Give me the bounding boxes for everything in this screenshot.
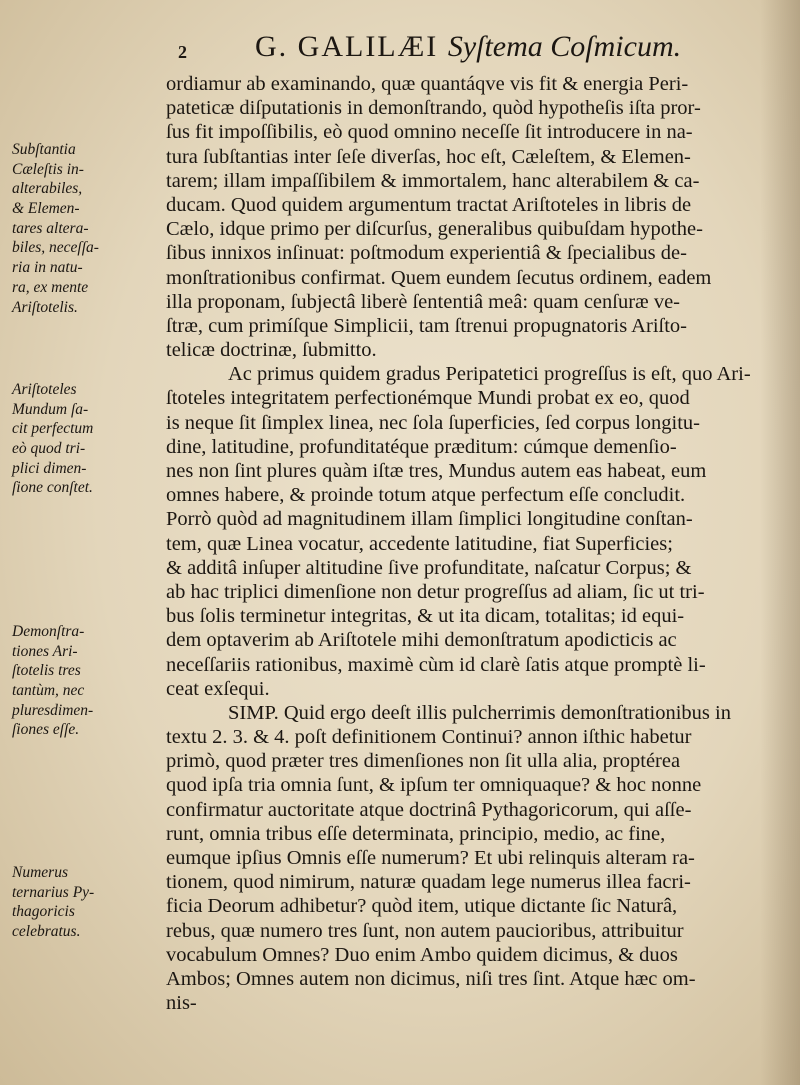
running-title-author: G. GALILÆI <box>255 30 439 63</box>
text-line: omnes habere, & proinde totum atque perfectum eſſe concludit. <box>166 484 686 507</box>
margin-note <box>12 863 162 942</box>
margin-note-line: Ariſtotelis. <box>12 298 78 316</box>
text-line: nes non ſint plures quàm iſtæ tres, Mundus autem eas habeat, eum <box>166 460 707 482</box>
text-line: primò, quod præter tres dimenſiones non ſit ulla alia, proptérea <box>166 750 681 773</box>
text-line: eumque ipſius Omnis eſſe numerum? Et ubi relinquis alteram ra- <box>166 847 695 869</box>
margin-note-line: celebratus. <box>12 923 81 941</box>
text-line: quod ipſa tria omnia ſunt, & ipſum ter omniquaque? & hoc nonne <box>166 774 702 797</box>
margin-note-line: Demonſtra- <box>12 623 85 640</box>
text-line: ſtræ, cum primíſque Simplicii, tam ſtrenui propugnatoris Ariſto- <box>166 314 687 337</box>
text-line: Ambos; Omnes autem non dicimus, niſi tres ſint. Atque hæc om- <box>166 967 696 990</box>
running-title-work: Syſtema Coſmicum. <box>447 30 682 63</box>
text-line: tem, quæ Linea vocatur, accedente latitudine, fiat Superficies; <box>166 532 673 555</box>
text-line: runt, omnia tribus eſſe determinata, principio, medio, ac fine, <box>166 822 666 845</box>
text-line: ab hac triplici dimenſione non detur progreſſus ad aliam, ſic ut tri- <box>166 580 705 603</box>
text-line: vocabulum Omnes? Duo enim Ambo quidem dicimus, & duos <box>166 943 678 966</box>
text-line: is neque ſit ſimplex linea, nec ſola ſuperficies, ſed corpus longitu- <box>166 411 700 434</box>
page-number: 2 <box>178 42 187 62</box>
margin-note-line: cit perfectum <box>12 420 94 438</box>
margin-note-line: ternarius Py- <box>12 883 95 901</box>
margin-note-line: & Elemen- <box>12 200 80 218</box>
margin-note-line: thagoricis <box>12 903 75 921</box>
text-line: ficia Deorum adhibetur? quòd item, utique dictante ſic Naturâ, <box>166 895 678 918</box>
margin-note-line: tantùm, nec <box>12 682 85 700</box>
margin-note-line: ſione conſtet. <box>12 479 93 497</box>
margin-note-line: biles, neceſſa- <box>12 239 99 257</box>
text-line: tarem; illam impaſſibilem & immortalem, hanc alterabilem & ca- <box>166 169 700 192</box>
margin-note-line: tiones Ari- <box>12 642 78 660</box>
running-title <box>255 30 681 64</box>
text-line: bus ſolis terminetur integritas, & ut ita dicam, totalitas; id equi- <box>166 605 685 628</box>
text-line: telicæ doctrinæ, ſubmitto. <box>166 339 377 362</box>
text-line: ceat exſequi. <box>166 677 270 700</box>
text-line: Cælo, idque primo per diſcurſus, generalibus quibuſdam hypothe- <box>166 218 703 241</box>
margin-note-line: ſiones eſſe. <box>12 721 80 739</box>
margin-note-line: pluresdimen- <box>12 701 94 719</box>
text-line: tura ſubſtantias inter ſeſe diverſas, hoc eſt, Cæleſtem, & Elemen- <box>166 145 691 168</box>
text-line: ſtoteles integritatem perfectionémque Mundi probat ex eo, quod <box>166 387 690 410</box>
text-line: nis- <box>166 992 197 1015</box>
margin-note-line: ria in natu- <box>12 259 83 277</box>
page-header <box>155 30 755 70</box>
text-line: Porrò quòd ad magnitudinem illam ſimplici longitudine conſtan- <box>166 508 693 531</box>
margin-note-line: Cæleſtis in- <box>12 160 84 178</box>
text-line: ſus fit impoſſibilis, eò quod omnino neceſſe ſit introducere in na- <box>166 121 693 144</box>
margin-note-line: Numerus <box>12 864 68 881</box>
margin-note-line: ſtotelis tres <box>12 662 81 680</box>
text-line: dine, latitudine, profunditatéque præditum: cúmque demenſio- <box>166 435 677 458</box>
text-line: monſtrationibus confirmat. Quem eundem ſecutus ordinem, eadem <box>166 266 712 289</box>
text-line: rebus, quæ numero tres ſunt, non autem paucioribus, attribuitur <box>166 919 684 942</box>
margin-note-line: tares altera- <box>12 219 89 237</box>
margin-note-line: alterabiles, <box>12 180 83 198</box>
margin-note-line: Ariſtoteles <box>12 381 77 398</box>
text-line: tionem, quod nimirum, naturæ quadam lege numerus illea facri- <box>166 871 691 894</box>
margin-note-line: Subſtantia <box>12 141 76 158</box>
text-line: SIMP. Quid ergo deeſt illis pulcherrimis demonſtrationibus in <box>228 701 731 724</box>
text-line: confirmatur auctoritate atque doctrinâ Pythagoricorum, qui aſſe- <box>166 798 692 821</box>
text-line: illa proponam, ſubjectâ liberè ſententiâ meâ: quam cenſuræ ve- <box>166 290 681 313</box>
margin-note-line: plici dimen- <box>12 459 87 477</box>
margin-note-line: Mundum ſa- <box>12 400 89 418</box>
text-line: neceſſariis rationibus, maximè cùm id clarè ſatis atque promptè li- <box>166 653 706 676</box>
margin-note-line: ra, ex mente <box>12 278 89 296</box>
margin-note <box>12 622 162 740</box>
text-line: ducam. Quod quidem argumentum tractat Ariſtoteles in libris de <box>166 193 692 216</box>
text-line: ordiamur ab examinando, quæ quantáqve vis fit & energia Peri- <box>166 73 689 95</box>
main-text <box>166 72 766 1015</box>
text-line: textu 2. 3. & 4. poſt definitionem Continui? annon iſthic habetur <box>166 726 692 749</box>
margin-note-line: eò quod tri- <box>12 440 86 458</box>
text-line: pateticæ diſputationis in demonſtrando, quòd hypotheſis iſta pror- <box>166 97 701 120</box>
text-line: & additâ inſuper altitudine ſive profunditate, naſcatur Corpus; & <box>166 556 692 579</box>
text-line: dem optaverim ab Ariſtotele mihi demonſtratum apodicticis ac <box>166 629 677 652</box>
text-line: Ac primus quidem gradus Peripatetici progreſſus is eſt, quo Ari- <box>228 363 751 386</box>
page-edge-shadow <box>760 0 800 1085</box>
margin-note <box>12 140 162 317</box>
text-line: ſibus innixos inſinuat: poſtmodum experientiâ & ſpecialibus de- <box>166 242 687 265</box>
margin-note <box>12 380 162 498</box>
